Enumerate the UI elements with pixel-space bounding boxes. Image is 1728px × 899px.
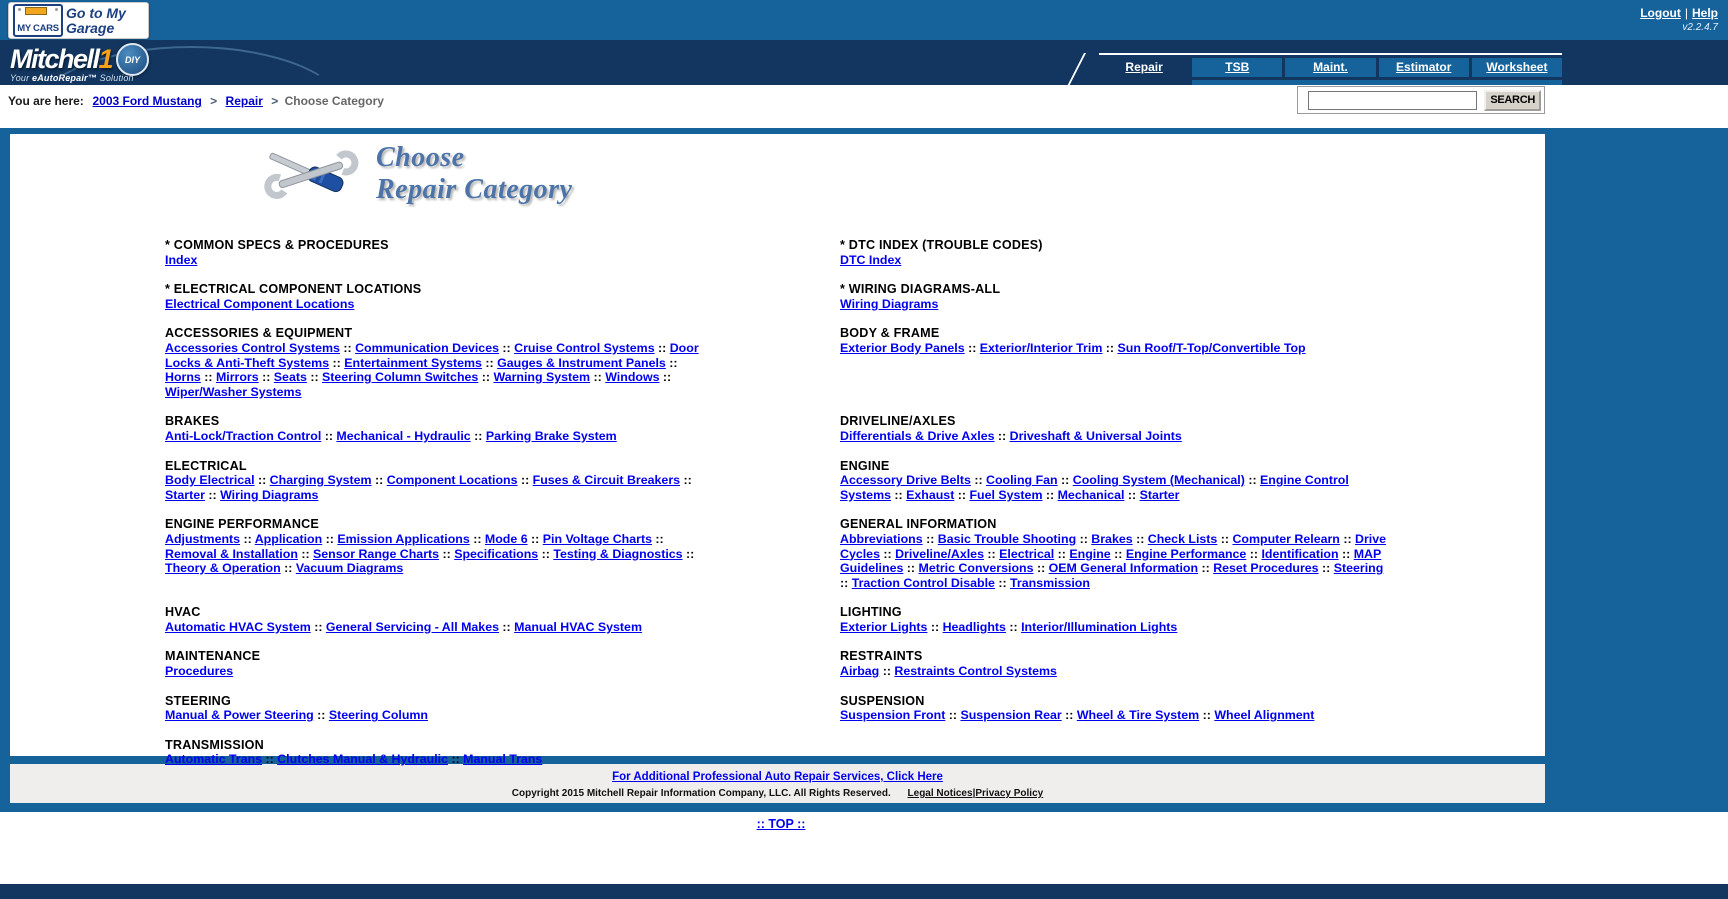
link-separator: :: bbox=[321, 428, 337, 443]
link-separator: :: bbox=[517, 473, 533, 488]
category-link[interactable]: Parking Brake System bbox=[485, 428, 617, 443]
tab-diagonal-decoration bbox=[1068, 53, 1086, 85]
category-link[interactable]: Brakes bbox=[1091, 531, 1133, 546]
legal-notices-link[interactable]: Legal Notices bbox=[907, 788, 973, 799]
category-header: BODY & FRAME bbox=[840, 326, 940, 341]
breadcrumb-bar bbox=[0, 85, 1728, 128]
nav-tabs bbox=[1099, 58, 1562, 77]
category-header: * ELECTRICAL COMPONENT LOCATIONS bbox=[165, 282, 422, 297]
category-link[interactable]: Metric Conversions bbox=[918, 561, 1034, 576]
category-link[interactable]: Traction Control Disable bbox=[851, 575, 995, 590]
category-section bbox=[840, 517, 1390, 605]
category-link[interactable]: Exterior/Interior Trim bbox=[979, 340, 1103, 355]
bottom-spacer bbox=[0, 835, 1728, 884]
copyright-text: Copyright 2015 Mitchell Repair Information Company, LLC. All Rights Reserved. bbox=[511, 788, 891, 799]
category-section bbox=[840, 694, 1390, 738]
category-link[interactable]: Driveline/Axles bbox=[895, 546, 984, 561]
category-link[interactable]: Door Locks & Anti-Theft Systems bbox=[165, 340, 699, 370]
link-separator: :: bbox=[659, 370, 672, 385]
link-separator: :: bbox=[1217, 531, 1233, 546]
category-section bbox=[165, 238, 713, 282]
link-separator: :: bbox=[1061, 708, 1077, 723]
category-section bbox=[165, 694, 713, 738]
additional-services-link[interactable]: For Additional Professional Auto Repair Services, Click Here bbox=[612, 771, 943, 783]
breadcrumb bbox=[8, 94, 384, 108]
version-label: v2.2.4.7 bbox=[1682, 22, 1718, 33]
link-separator: :: bbox=[1244, 473, 1261, 488]
main-section bbox=[0, 128, 1728, 812]
category-link[interactable]: Vacuum Diagrams bbox=[295, 561, 404, 576]
category-link[interactable]: Automatic Trans bbox=[165, 752, 263, 767]
category-link[interactable]: Steering Column bbox=[328, 708, 428, 723]
link-separator: :: bbox=[297, 546, 314, 561]
brand-wordmark: Mitchell1 bbox=[10, 44, 113, 74]
category-link[interactable]: Headlights bbox=[942, 619, 1006, 634]
link-separator: :: bbox=[970, 473, 987, 488]
category-link[interactable]: Exhaust bbox=[906, 487, 955, 502]
link-separator: :: bbox=[682, 546, 695, 561]
tab-worksheet[interactable]: Worksheet bbox=[1472, 58, 1562, 77]
category-header: ELECTRICAL bbox=[165, 458, 247, 473]
category-link[interactable]: Emission Applications bbox=[337, 531, 470, 546]
link-separator: :: bbox=[945, 708, 961, 723]
category-link[interactable]: Suspension Rear bbox=[960, 708, 1062, 723]
link-separator: :: bbox=[313, 708, 329, 723]
link-separator: :: bbox=[481, 355, 498, 370]
category-link[interactable]: Sun Roof/T-Top/Convertible Top bbox=[1117, 340, 1306, 355]
plate-screw-icon bbox=[55, 8, 58, 11]
link-separator: :: bbox=[927, 619, 943, 634]
breadcrumb-link[interactable]: Repair bbox=[225, 94, 263, 108]
category-header: TRANSMISSION bbox=[165, 737, 264, 752]
category-section bbox=[165, 326, 713, 414]
mitchell1-logo bbox=[10, 43, 149, 83]
category-link[interactable]: Wiring Diagrams bbox=[220, 487, 319, 502]
category-link[interactable]: Reset Procedures bbox=[1213, 561, 1319, 576]
tab-top-line bbox=[1099, 53, 1562, 55]
category-link[interactable]: Mirrors bbox=[215, 370, 259, 385]
category-section bbox=[165, 517, 713, 605]
search-button[interactable]: SEARCH bbox=[1484, 90, 1541, 111]
category-link[interactable]: Mechanical bbox=[1057, 487, 1125, 502]
link-separator: :: bbox=[1198, 561, 1214, 576]
tab-maint[interactable]: Maint. bbox=[1285, 58, 1375, 77]
link-separator: :: bbox=[240, 531, 255, 546]
link-separator: :: bbox=[590, 370, 606, 385]
category-section bbox=[165, 649, 713, 693]
link-separator: :: bbox=[200, 370, 216, 385]
category-link[interactable]: Driveshaft & Universal Joints bbox=[1009, 428, 1182, 443]
category-link[interactable]: Starter bbox=[1139, 487, 1180, 502]
link-separator: :: bbox=[258, 370, 274, 385]
go-to-my-garage-button[interactable] bbox=[8, 2, 149, 39]
link-separator: :: bbox=[840, 575, 852, 590]
link-separator: :: bbox=[994, 575, 1011, 590]
link-separator: :: bbox=[498, 340, 515, 355]
category-section bbox=[165, 605, 713, 649]
link-separator: :: bbox=[470, 428, 486, 443]
category-section bbox=[840, 282, 1390, 326]
tab-estimator[interactable]: Estimator bbox=[1379, 58, 1469, 77]
link-separator: :: bbox=[1246, 546, 1262, 561]
privacy-policy-link[interactable]: Privacy Policy bbox=[975, 788, 1044, 799]
breadcrumb-prefix: You are here: bbox=[8, 94, 84, 108]
category-section bbox=[840, 649, 1390, 693]
search-input[interactable] bbox=[1308, 91, 1477, 110]
category-section bbox=[840, 414, 1390, 458]
link-separator: :: bbox=[478, 370, 494, 385]
breadcrumb-separator: > bbox=[267, 94, 282, 108]
link-separator: :: bbox=[1124, 487, 1140, 502]
link-separator: :: bbox=[1033, 561, 1049, 576]
link-separator: :: bbox=[983, 546, 1000, 561]
link-separator: :: bbox=[310, 619, 326, 634]
category-link[interactable]: Airbag bbox=[840, 664, 880, 679]
link-separator: :: bbox=[1057, 473, 1073, 488]
category-header: MAINTENANCE bbox=[165, 649, 261, 664]
category-link[interactable]: Seats bbox=[273, 370, 307, 385]
link-separator: :: bbox=[498, 619, 515, 634]
page-heading bbox=[260, 134, 1545, 208]
plate-label: MY CARS bbox=[17, 23, 59, 34]
category-section bbox=[165, 459, 713, 518]
category-link[interactable]: Exterior Lights bbox=[840, 619, 928, 634]
logo-tagline: Your eAutoRepair™ Solution bbox=[10, 73, 134, 83]
diy-badge-icon: DIY bbox=[116, 43, 149, 76]
category-section bbox=[840, 326, 1390, 414]
bottom-navy-bar bbox=[0, 884, 1728, 899]
category-link[interactable]: Component Locations bbox=[386, 473, 518, 488]
category-link[interactable]: Windows bbox=[605, 370, 660, 385]
category-link[interactable]: Charging System bbox=[269, 473, 372, 488]
plate-sticker-icon bbox=[25, 7, 47, 15]
link-separator: :: bbox=[954, 487, 970, 502]
back-to-top-link[interactable]: :: TOP :: bbox=[756, 817, 806, 831]
breadcrumb-separator: > bbox=[206, 94, 221, 108]
category-link[interactable]: Abbreviations bbox=[840, 531, 923, 546]
category-link[interactable]: Removal & Installation bbox=[165, 546, 298, 561]
link-separator: :: bbox=[680, 473, 692, 488]
category-link[interactable]: Cooling Fan bbox=[986, 473, 1058, 488]
category-link[interactable]: General Servicing - All Makes bbox=[325, 619, 499, 634]
category-link[interactable]: Specifications bbox=[454, 546, 539, 561]
category-link[interactable]: OEM General Information bbox=[1048, 561, 1199, 576]
link-separator: :: bbox=[280, 561, 296, 576]
category-section bbox=[165, 282, 713, 326]
category-link[interactable]: Mode 6 bbox=[484, 531, 528, 546]
category-header: ENGINE bbox=[840, 458, 890, 473]
link-separator: :: bbox=[439, 546, 455, 561]
category-link[interactable]: DTC Index bbox=[840, 252, 902, 267]
category-link[interactable]: Warning System bbox=[493, 370, 591, 385]
category-link[interactable]: Accessories Control Systems bbox=[165, 340, 340, 355]
category-section bbox=[840, 238, 1390, 282]
category-link[interactable]: Body Electrical bbox=[165, 473, 255, 488]
link-separator: :: bbox=[1005, 619, 1022, 634]
category-header: DRIVELINE/AXLES bbox=[840, 414, 956, 429]
link-separator: :: bbox=[890, 487, 907, 502]
category-link[interactable]: Transmission bbox=[1010, 575, 1090, 590]
category-link[interactable]: Exterior Body Panels bbox=[840, 340, 965, 355]
link-separator: :: bbox=[448, 752, 464, 767]
category-link[interactable]: Procedures bbox=[165, 664, 234, 679]
category-link[interactable]: Accessory Drive Belts bbox=[840, 473, 971, 488]
logo-nav-bar bbox=[0, 40, 1728, 85]
category-link[interactable]: Communication Devices bbox=[355, 340, 499, 355]
category-link[interactable]: Basic Trouble Shooting bbox=[937, 531, 1077, 546]
top-bar bbox=[0, 0, 1728, 40]
category-link[interactable]: Manual HVAC System bbox=[514, 619, 642, 634]
link-separator: :: bbox=[329, 355, 345, 370]
category-link[interactable]: Electrical bbox=[999, 546, 1055, 561]
category-link[interactable]: Identification bbox=[1261, 546, 1339, 561]
category-header: GENERAL INFORMATION bbox=[840, 517, 997, 532]
category-section bbox=[165, 414, 713, 458]
pipe-separator: | bbox=[1684, 6, 1688, 20]
link-separator: :: bbox=[651, 531, 664, 546]
category-link[interactable]: Adjustments bbox=[165, 531, 241, 546]
nav-tabs-wrap bbox=[1099, 53, 1562, 77]
category-link[interactable]: Check Lists bbox=[1147, 531, 1218, 546]
link-separator: :: bbox=[527, 531, 543, 546]
category-header: ENGINE PERFORMANCE bbox=[165, 517, 320, 532]
logout-link[interactable]: Logout bbox=[1640, 6, 1681, 20]
link-separator: :: bbox=[879, 546, 896, 561]
category-link[interactable]: Entertainment Systems bbox=[344, 355, 482, 370]
link-separator: :: bbox=[371, 473, 387, 488]
category-link[interactable]: MAP Guidelines bbox=[840, 546, 1382, 576]
page-title: Choose Repair Category bbox=[376, 142, 573, 205]
copyright-line bbox=[10, 788, 1545, 799]
link-separator: :: bbox=[339, 340, 356, 355]
link-separator: :: bbox=[922, 531, 938, 546]
link-separator: :: bbox=[1042, 487, 1058, 502]
category-link[interactable]: Steering bbox=[1333, 561, 1384, 576]
link-separator: :: bbox=[1132, 531, 1148, 546]
category-link[interactable]: Pin Voltage Charts bbox=[542, 531, 652, 546]
category-link[interactable]: Engine Performance bbox=[1125, 546, 1247, 561]
tab-repair[interactable]: Repair bbox=[1099, 58, 1189, 77]
link-separator: :: bbox=[879, 664, 895, 679]
garage-label: Go to My Garage bbox=[66, 4, 126, 36]
plate-screw-icon bbox=[18, 8, 21, 11]
category-link[interactable]: Wheel & Tire System bbox=[1076, 708, 1200, 723]
link-separator: :: bbox=[1110, 546, 1126, 561]
category-link[interactable]: Restraints Control Systems bbox=[894, 664, 1057, 679]
category-section bbox=[840, 605, 1390, 649]
search-box bbox=[1297, 86, 1545, 114]
category-link[interactable]: Mechanical - Hydraulic bbox=[336, 428, 471, 443]
link-separator: :: bbox=[538, 546, 554, 561]
link-separator: :: bbox=[1076, 531, 1092, 546]
category-link[interactable]: Application bbox=[254, 531, 323, 546]
category-link[interactable]: Gauges & Instrument Panels bbox=[497, 355, 666, 370]
link-separator: :: bbox=[254, 473, 270, 488]
category-link[interactable]: Steering Column Switches bbox=[322, 370, 479, 385]
link-separator: :: bbox=[469, 531, 485, 546]
category-link[interactable]: Engine Control Systems bbox=[840, 473, 1349, 502]
category-link[interactable]: Fuses & Circuit Breakers bbox=[532, 473, 681, 488]
link-separator: :: bbox=[654, 340, 670, 355]
top-link-row bbox=[0, 812, 1562, 835]
my-cars-plate-icon bbox=[13, 4, 63, 37]
category-header: SUSPENSION bbox=[840, 693, 925, 708]
category-link[interactable]: Index bbox=[165, 252, 198, 267]
help-link[interactable]: Help bbox=[1691, 6, 1718, 20]
category-header: * DTC INDEX (TROUBLE CODES) bbox=[840, 238, 1043, 252]
category-header: STEERING bbox=[165, 693, 231, 708]
category-grid bbox=[165, 238, 1545, 782]
category-header: ACCESSORIES & EQUIPMENT bbox=[165, 326, 353, 341]
category-link[interactable]: Theory & Operation bbox=[165, 561, 281, 576]
category-header: LIGHTING bbox=[840, 605, 902, 620]
link-separator: :: bbox=[204, 487, 221, 502]
link-separator: :: bbox=[665, 355, 678, 370]
legal-pipe-separator: | bbox=[972, 788, 976, 799]
link-separator: :: bbox=[322, 531, 338, 546]
category-link[interactable]: Wiring Diagrams bbox=[840, 296, 939, 311]
link-separator: :: bbox=[1199, 708, 1215, 723]
category-link[interactable]: Interior/Illumination Lights bbox=[1021, 619, 1178, 634]
category-link[interactable]: Manual & Power Steering bbox=[165, 708, 314, 723]
breadcrumb-items bbox=[90, 94, 383, 108]
category-link[interactable]: Drive Cycles bbox=[840, 531, 1387, 561]
category-link[interactable]: Engine bbox=[1069, 546, 1111, 561]
category-link[interactable]: Computer Relearn bbox=[1232, 531, 1340, 546]
category-link[interactable]: Sensor Range Charts bbox=[313, 546, 440, 561]
category-link[interactable]: Wiper/Washer Systems bbox=[165, 384, 302, 399]
link-separator: :: bbox=[1318, 561, 1334, 576]
category-link[interactable]: Cruise Control Systems bbox=[514, 340, 655, 355]
category-header: RESTRAINTS bbox=[840, 649, 923, 664]
link-separator: :: bbox=[1338, 546, 1354, 561]
category-link[interactable]: Wheel Alignment bbox=[1214, 708, 1315, 723]
link-separator: :: bbox=[994, 428, 1010, 443]
category-header: * WIRING DIAGRAMS-ALL bbox=[840, 282, 1001, 297]
category-link[interactable]: Horns bbox=[165, 370, 201, 385]
category-header: * COMMON SPECS & PROCEDURES bbox=[165, 238, 389, 252]
link-separator: :: bbox=[306, 370, 323, 385]
breadcrumb-current: Choose Category bbox=[284, 94, 384, 108]
category-header: BRAKES bbox=[165, 414, 220, 429]
category-link[interactable]: Electrical Component Locations bbox=[165, 296, 355, 311]
breadcrumb-link[interactable]: 2003 Ford Mustang bbox=[92, 94, 202, 108]
category-link[interactable]: Manual Trans bbox=[463, 752, 543, 767]
link-separator: :: bbox=[964, 340, 980, 355]
category-link[interactable]: Starter bbox=[165, 487, 205, 502]
link-separator: :: bbox=[1054, 546, 1070, 561]
category-header: HVAC bbox=[165, 605, 201, 620]
category-link[interactable]: Suspension Front bbox=[840, 708, 946, 723]
category-link[interactable]: Cooling System (Mechanical) bbox=[1072, 473, 1245, 488]
category-link[interactable]: Automatic HVAC System bbox=[165, 619, 311, 634]
content-panel bbox=[10, 134, 1545, 767]
category-link[interactable]: Fuel System bbox=[969, 487, 1043, 502]
link-separator: :: bbox=[1102, 340, 1118, 355]
category-section bbox=[840, 459, 1390, 518]
session-links bbox=[1640, 6, 1718, 33]
tab-tsb[interactable]: TSB bbox=[1192, 58, 1282, 77]
category-link[interactable]: Anti-Lock/Traction Control bbox=[165, 428, 322, 443]
category-link[interactable]: Differentials & Drive Axles bbox=[840, 428, 995, 443]
category-link[interactable]: Clutches Manual & Hydraulic bbox=[277, 752, 448, 767]
link-separator: :: bbox=[1339, 531, 1356, 546]
category-link[interactable]: Testing & Diagnostics bbox=[553, 546, 683, 561]
link-separator: :: bbox=[903, 561, 919, 576]
link-separator: :: bbox=[262, 752, 278, 767]
